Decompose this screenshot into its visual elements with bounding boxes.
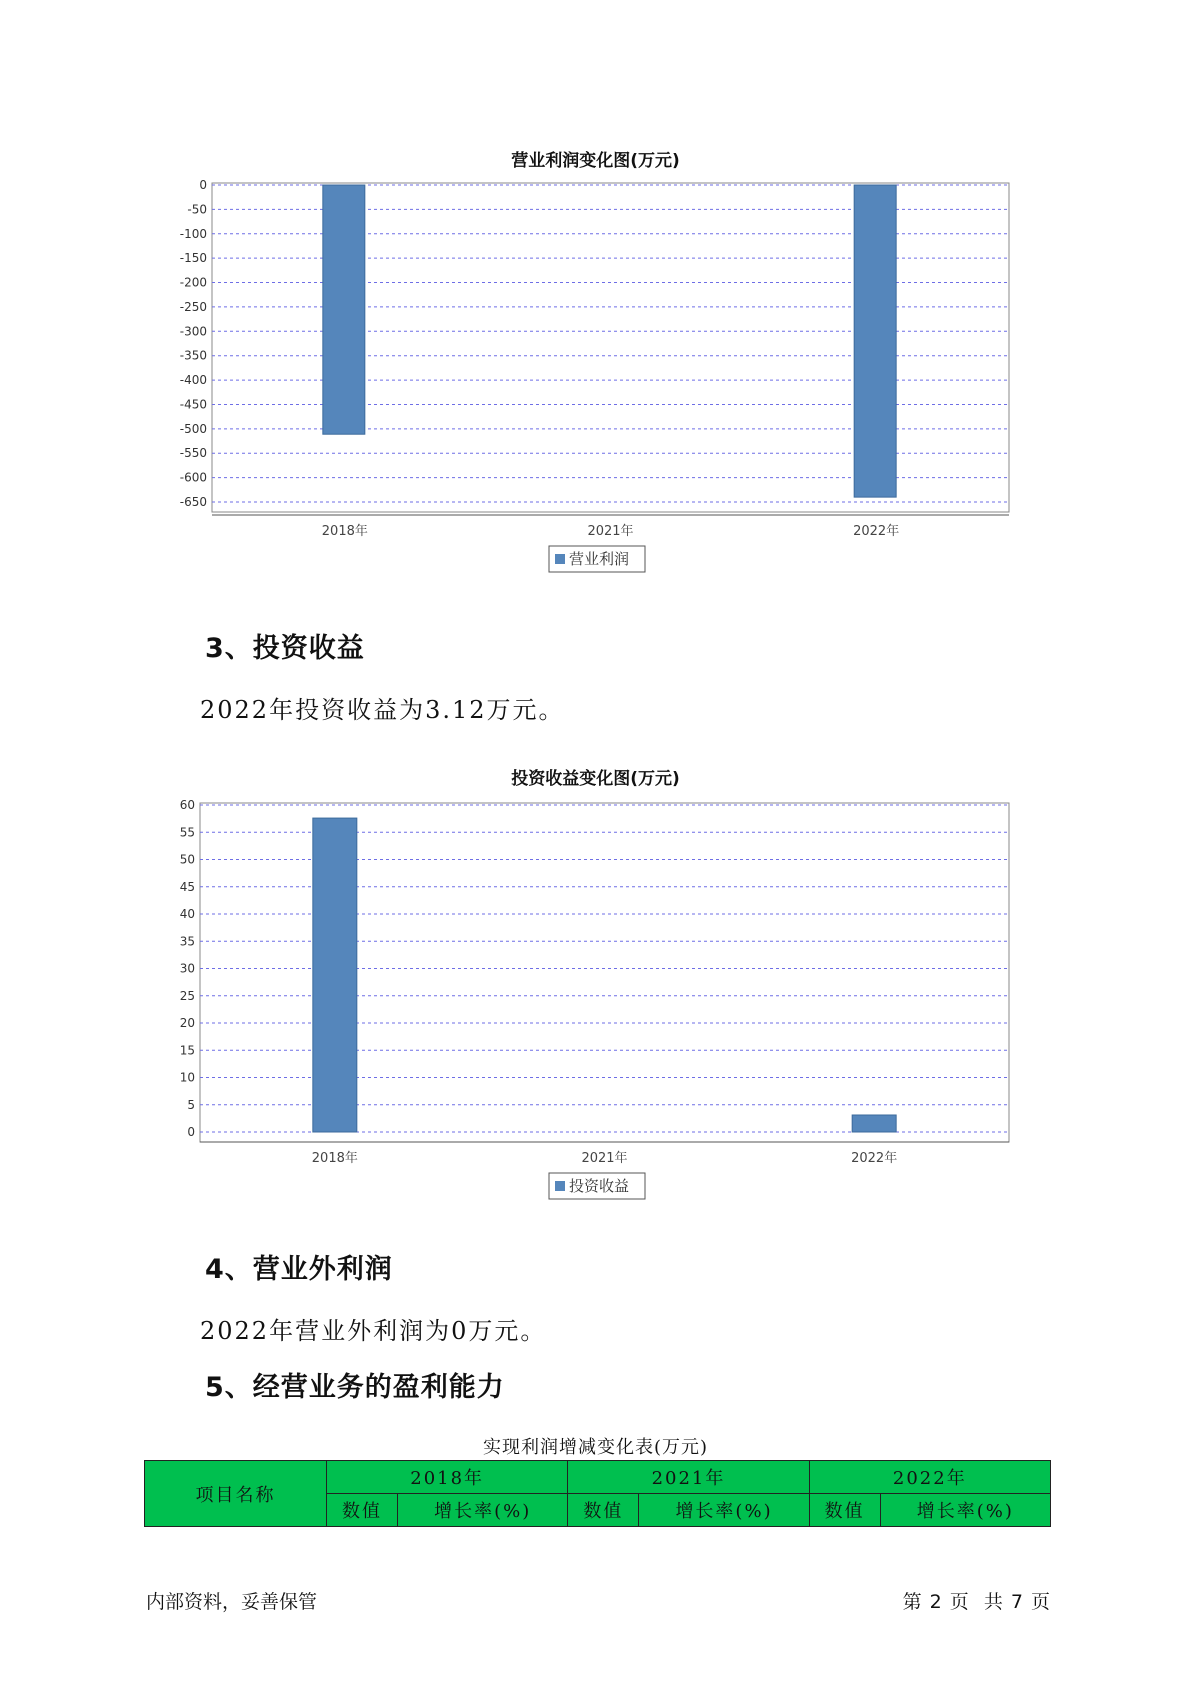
y-tick-label: -650 — [179, 495, 207, 509]
year-header-2022: 2022年 — [809, 1461, 1050, 1494]
y-tick-label: 10 — [179, 1070, 195, 1085]
item-name-header: 项目名称 — [145, 1461, 327, 1527]
chart2-title: 投资收益变化图(万元) — [511, 769, 680, 789]
y-tick-label: 15 — [179, 1043, 195, 1058]
section4-text: 2022年营业外利润为0万元。 — [200, 1317, 547, 1345]
legend-swatch — [555, 554, 565, 564]
bar-2018年 — [313, 818, 357, 1132]
x-tick-label: 2021年 — [581, 1151, 628, 1166]
growth-header: 增长率(%) — [398, 1494, 568, 1527]
footer-confidential: 内部资料，妥善保管 — [146, 1591, 318, 1613]
y-tick-label: -350 — [179, 348, 207, 363]
value-header: 数值 — [327, 1494, 398, 1527]
y-tick-label: -250 — [179, 299, 207, 314]
value-header: 数值 — [568, 1494, 639, 1527]
year-header-2018: 2018年 — [327, 1461, 568, 1494]
operating-profit-chart — [0, 160, 1191, 620]
year-header-2021: 2021年 — [568, 1461, 809, 1494]
value-header: 数值 — [809, 1494, 880, 1527]
y-tick-label: 40 — [179, 907, 195, 921]
y-tick-label: 0 — [187, 1125, 195, 1139]
y-tick-label: -600 — [179, 470, 207, 485]
footer-page-number: 第 2 页 共 7 页 — [902, 1591, 1051, 1613]
bar-2022年 — [852, 1115, 896, 1132]
table-caption: 实现利润增减变化表(万元) — [482, 1437, 709, 1458]
profit-change-table — [144, 1460, 1051, 1527]
section3-heading: 3、投资收益 — [205, 633, 365, 664]
y-tick-label: 35 — [179, 934, 195, 949]
y-tick-label: 20 — [179, 1016, 195, 1030]
y-tick-label: 55 — [179, 825, 195, 840]
section3-text: 2022年投资收益为3.12万元。 — [200, 696, 565, 724]
growth-header: 增长率(%) — [639, 1494, 809, 1527]
y-tick-label: -200 — [179, 275, 207, 290]
section4-heading: 4、营业外利润 — [205, 1254, 393, 1285]
x-tick-label: 2021年 — [587, 524, 634, 539]
y-tick-label: -550 — [179, 446, 207, 461]
legend-label: 营业利润 — [569, 550, 630, 568]
chart1-title: 营业利润变化图(万元) — [511, 151, 680, 171]
legend-swatch — [555, 1181, 565, 1191]
y-tick-label: -100 — [179, 226, 207, 241]
y-tick-label: 5 — [187, 1097, 195, 1112]
y-tick-label: 30 — [179, 961, 195, 976]
section5-heading: 5、经营业务的盈利能力 — [205, 1372, 505, 1403]
y-tick-label: 45 — [179, 879, 195, 894]
y-tick-label: 60 — [179, 798, 195, 812]
y-tick-label: 0 — [199, 178, 207, 192]
legend-label: 投资收益 — [569, 1177, 630, 1195]
y-tick-label: -150 — [179, 251, 207, 266]
x-tick-label: 2022年 — [851, 1151, 898, 1166]
investment-income-chart — [0, 780, 1191, 1220]
y-tick-label: -50 — [187, 202, 207, 217]
bar-2018年 — [323, 185, 365, 434]
y-tick-label: -450 — [179, 397, 207, 412]
y-tick-label: -400 — [179, 373, 207, 388]
x-tick-label: 2018年 — [321, 524, 368, 539]
y-tick-label: -300 — [179, 324, 207, 339]
growth-header: 增长率(%) — [880, 1494, 1050, 1527]
y-tick-label: 50 — [179, 852, 195, 867]
y-tick-label: 25 — [179, 988, 195, 1003]
y-tick-label: -500 — [179, 421, 207, 436]
bar-2022年 — [854, 185, 896, 497]
x-tick-label: 2022年 — [853, 524, 900, 539]
x-tick-label: 2018年 — [311, 1151, 358, 1166]
